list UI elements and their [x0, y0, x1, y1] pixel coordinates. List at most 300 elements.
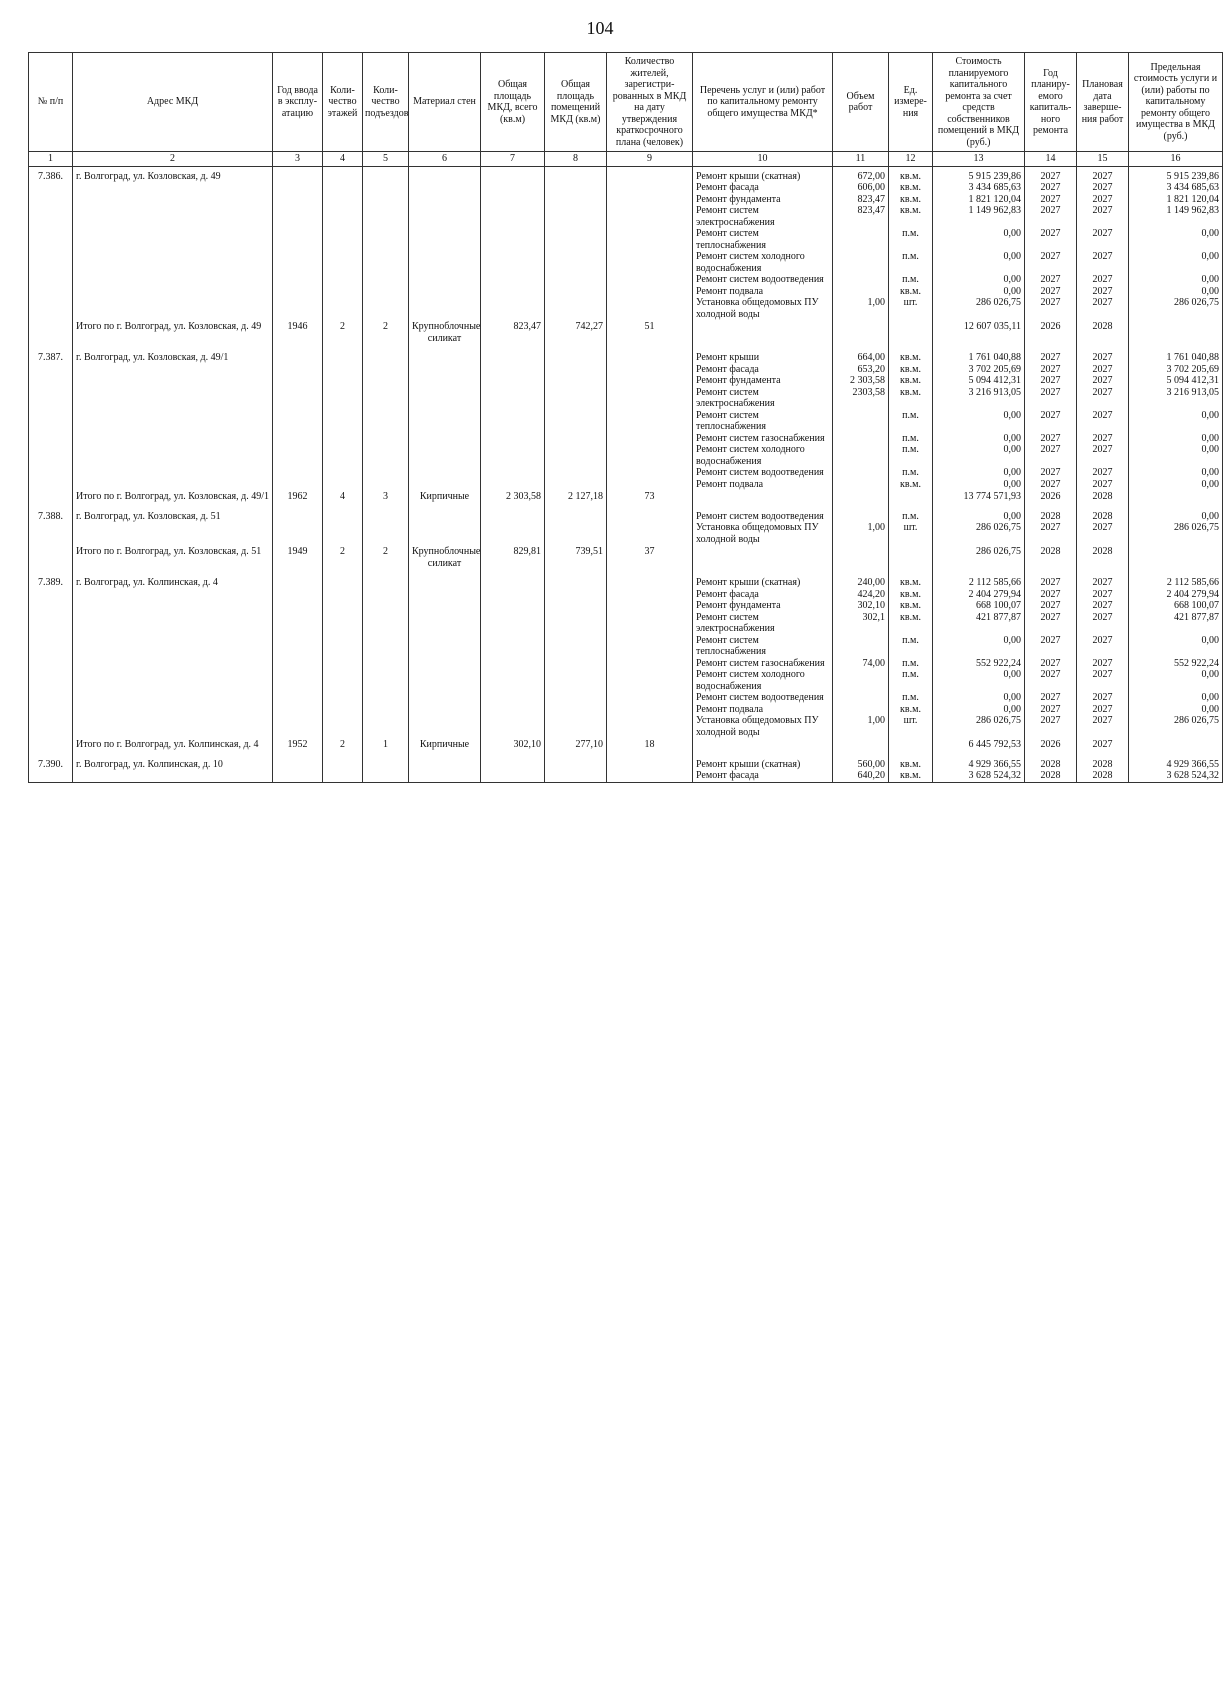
cost-limit-cell — [1129, 320, 1223, 348]
table-row — [29, 770, 1223, 782]
cost-limit-cell — [1129, 738, 1223, 755]
wall-material-cell — [409, 182, 481, 194]
planned-year-cell: 2027 — [1025, 692, 1077, 704]
completion-date-cell: 2027 — [1077, 635, 1129, 658]
planned-cost-cell: 0,00 — [933, 479, 1025, 491]
entrances-cell — [363, 375, 409, 387]
unit-cell: кв.м. — [889, 364, 933, 376]
address-cell — [73, 251, 273, 274]
address-cell — [73, 612, 273, 635]
total-area-cell — [481, 433, 545, 445]
row-number-cell — [29, 387, 73, 410]
residents-cell — [607, 522, 693, 545]
planned-cost-cell: 286 026,75 — [933, 715, 1025, 738]
premises-area-cell — [545, 387, 607, 410]
cost-limit-cell: 0,00 — [1129, 635, 1223, 658]
address-cell: г. Волгоград, ул. Козловская, д. 49 — [73, 166, 273, 182]
floors-cell — [323, 182, 363, 194]
entrances-cell — [363, 755, 409, 771]
work-item-cell: Ремонт крыши — [693, 348, 833, 364]
completion-date-cell: 2027 — [1077, 433, 1129, 445]
planned-cost-cell: 5 094 412,31 — [933, 375, 1025, 387]
planned-year-cell: 2027 — [1025, 205, 1077, 228]
premises-area-cell: 2 127,18 — [545, 490, 607, 507]
work-item-cell — [693, 490, 833, 507]
commission-year-cell — [273, 433, 323, 445]
commission-year-cell — [273, 274, 323, 286]
work-volume-cell: 823,47 — [833, 194, 889, 206]
address-cell — [73, 297, 273, 320]
wall-material-cell — [409, 755, 481, 771]
planned-cost-cell: 1 821 120,04 — [933, 194, 1025, 206]
column-header: Предельная стоимость услуги и (или) работы по капитальному ремонту общего имущества в МКД (руб.) — [1129, 53, 1223, 152]
cost-limit-cell: 0,00 — [1129, 467, 1223, 479]
total-area-cell — [481, 573, 545, 589]
premises-area-cell — [545, 522, 607, 545]
work-item-cell: Установка общедомовых ПУ холодной воды — [693, 522, 833, 545]
row-number-cell — [29, 194, 73, 206]
column-number-row — [29, 152, 1223, 167]
floors-cell — [323, 692, 363, 704]
premises-area-cell — [545, 507, 607, 523]
column-header: Стоимость планируемого капитального ремонта за счет средств собственников помещений в МКД (руб.) — [933, 53, 1025, 152]
wall-material-cell — [409, 704, 481, 716]
table-row — [29, 387, 1223, 410]
row-number-cell — [29, 444, 73, 467]
address-cell — [73, 375, 273, 387]
completion-date-cell: 2027 — [1077, 658, 1129, 670]
work-volume-cell — [833, 479, 889, 491]
commission-year-cell — [273, 573, 323, 589]
planned-year-cell: 2028 — [1025, 545, 1077, 573]
wall-material-cell — [409, 467, 481, 479]
entrances-cell — [363, 182, 409, 194]
wall-material-cell — [409, 205, 481, 228]
total-area-cell — [481, 704, 545, 716]
completion-date-cell: 2027 — [1077, 194, 1129, 206]
table-row — [29, 433, 1223, 445]
cost-limit-cell: 0,00 — [1129, 433, 1223, 445]
wall-material-cell: Крупноблочные силикат — [409, 320, 481, 348]
total-area-cell — [481, 297, 545, 320]
floors-cell — [323, 228, 363, 251]
table-row — [29, 182, 1223, 194]
premises-area-cell — [545, 228, 607, 251]
entrances-cell — [363, 297, 409, 320]
column-header-row — [29, 53, 1223, 152]
total-row — [29, 738, 1223, 755]
entrances-cell — [363, 589, 409, 601]
page-number: 104 — [586, 18, 614, 38]
work-item-cell: Ремонт систем теплоснабжения — [693, 635, 833, 658]
planned-cost-cell: 0,00 — [933, 286, 1025, 298]
total-area-cell — [481, 770, 545, 782]
completion-date-cell: 2027 — [1077, 704, 1129, 716]
address-cell — [73, 274, 273, 286]
premises-area-cell — [545, 205, 607, 228]
column-number: 15 — [1077, 152, 1129, 167]
floors-cell — [323, 704, 363, 716]
commission-year-cell — [273, 755, 323, 771]
column-header: Коли-чество этажей — [323, 53, 363, 152]
floors-cell — [323, 635, 363, 658]
planned-cost-cell: 0,00 — [933, 635, 1025, 658]
row-number-cell — [29, 715, 73, 738]
floors-cell: 2 — [323, 738, 363, 755]
planned-year-cell: 2027 — [1025, 251, 1077, 274]
planned-year-cell: 2027 — [1025, 479, 1077, 491]
work-volume-cell — [833, 507, 889, 523]
planned-cost-cell: 0,00 — [933, 507, 1025, 523]
table-row — [29, 444, 1223, 467]
work-volume-cell — [833, 692, 889, 704]
work-volume-cell: 640,20 — [833, 770, 889, 782]
commission-year-cell — [273, 194, 323, 206]
floors-cell — [323, 194, 363, 206]
floors-cell — [323, 658, 363, 670]
total-area-cell — [481, 658, 545, 670]
entrances-cell — [363, 286, 409, 298]
floors-cell — [323, 669, 363, 692]
row-number-cell — [29, 320, 73, 348]
work-volume-cell: 823,47 — [833, 205, 889, 228]
entrances-cell — [363, 507, 409, 523]
completion-date-cell: 2027 — [1077, 600, 1129, 612]
total-row — [29, 545, 1223, 573]
table-row — [29, 348, 1223, 364]
total-area-cell — [481, 612, 545, 635]
column-header: Материал стен — [409, 53, 481, 152]
floors-cell — [323, 507, 363, 523]
planned-cost-cell: 0,00 — [933, 444, 1025, 467]
unit-cell: кв.м. — [889, 182, 933, 194]
work-volume-cell — [833, 704, 889, 716]
planned-cost-cell: 0,00 — [933, 704, 1025, 716]
cost-limit-cell: 0,00 — [1129, 228, 1223, 251]
address-cell — [73, 433, 273, 445]
planned-year-cell: 2027 — [1025, 194, 1077, 206]
address-cell: г. Волгоград, ул. Колпинская, д. 4 — [73, 573, 273, 589]
table-row — [29, 658, 1223, 670]
work-item-cell: Ремонт систем электроснабжения — [693, 387, 833, 410]
table-row — [29, 166, 1223, 182]
work-volume-cell: 1,00 — [833, 297, 889, 320]
entrances-cell — [363, 658, 409, 670]
residents-cell — [607, 715, 693, 738]
commission-year-cell — [273, 467, 323, 479]
premises-area-cell — [545, 612, 607, 635]
address-cell: Итого по г. Волгоград, ул. Козловская, д. 49/1 — [73, 490, 273, 507]
work-volume-cell: 2303,58 — [833, 387, 889, 410]
unit-cell: п.м. — [889, 467, 933, 479]
entrances-cell — [363, 364, 409, 376]
work-item-cell: Ремонт систем теплоснабжения — [693, 228, 833, 251]
address-cell — [73, 770, 273, 782]
planned-year-cell: 2027 — [1025, 286, 1077, 298]
total-area-cell — [481, 522, 545, 545]
table-row — [29, 612, 1223, 635]
address-cell — [73, 635, 273, 658]
work-item-cell — [693, 738, 833, 755]
total-area-cell — [481, 286, 545, 298]
total-area-cell — [481, 692, 545, 704]
commission-year-cell — [273, 507, 323, 523]
unit-cell: кв.м. — [889, 387, 933, 410]
premises-area-cell — [545, 573, 607, 589]
entrances-cell: 1 — [363, 738, 409, 755]
work-volume-cell — [833, 738, 889, 755]
column-number: 16 — [1129, 152, 1223, 167]
column-header: Год ввода в эксплу-атацию — [273, 53, 323, 152]
address-cell — [73, 228, 273, 251]
row-number-cell — [29, 635, 73, 658]
commission-year-cell — [273, 479, 323, 491]
table-row — [29, 692, 1223, 704]
floors-cell — [323, 410, 363, 433]
unit-cell: п.м. — [889, 669, 933, 692]
work-item-cell — [693, 320, 833, 348]
planned-cost-cell: 0,00 — [933, 467, 1025, 479]
unit-cell: п.м. — [889, 410, 933, 433]
planned-year-cell: 2027 — [1025, 704, 1077, 716]
wall-material-cell: Кирпичные — [409, 738, 481, 755]
planned-cost-cell: 421 877,87 — [933, 612, 1025, 635]
planned-year-cell: 2027 — [1025, 600, 1077, 612]
commission-year-cell — [273, 251, 323, 274]
cost-limit-cell: 2 404 279,94 — [1129, 589, 1223, 601]
work-item-cell: Ремонт подвала — [693, 704, 833, 716]
column-header: № п/п — [29, 53, 73, 152]
unit-cell: кв.м. — [889, 704, 933, 716]
premises-area-cell — [545, 348, 607, 364]
planned-cost-cell: 6 445 792,53 — [933, 738, 1025, 755]
address-cell: Итого по г. Волгоград, ул. Козловская, д. 51 — [73, 545, 273, 573]
residents-cell — [607, 286, 693, 298]
residents-cell — [607, 410, 693, 433]
row-number-cell: 7.386. — [29, 166, 73, 182]
residents-cell — [607, 692, 693, 704]
wall-material-cell — [409, 274, 481, 286]
floors-cell — [323, 612, 363, 635]
commission-year-cell — [273, 364, 323, 376]
premises-area-cell — [545, 274, 607, 286]
premises-area-cell — [545, 704, 607, 716]
planned-year-cell: 2027 — [1025, 444, 1077, 467]
planned-cost-cell: 12 607 035,11 — [933, 320, 1025, 348]
entrances-cell — [363, 635, 409, 658]
residents-cell — [607, 228, 693, 251]
commission-year-cell — [273, 297, 323, 320]
row-number-cell — [29, 286, 73, 298]
commission-year-cell — [273, 166, 323, 182]
table-row — [29, 479, 1223, 491]
wall-material-cell — [409, 479, 481, 491]
residents-cell — [607, 297, 693, 320]
premises-area-cell — [545, 589, 607, 601]
wall-material-cell — [409, 612, 481, 635]
floors-cell — [323, 348, 363, 364]
cost-limit-cell: 286 026,75 — [1129, 522, 1223, 545]
address-cell — [73, 387, 273, 410]
column-number: 11 — [833, 152, 889, 167]
work-volume-cell: 302,10 — [833, 600, 889, 612]
floors-cell — [323, 205, 363, 228]
column-header: Перечень услуг и (или) работ по капитальному ремонту общего имущества МКД* — [693, 53, 833, 152]
commission-year-cell — [273, 669, 323, 692]
entrances-cell — [363, 715, 409, 738]
total-area-cell — [481, 635, 545, 658]
residents-cell — [607, 205, 693, 228]
premises-area-cell — [545, 251, 607, 274]
total-area-cell: 302,10 — [481, 738, 545, 755]
planned-year-cell: 2027 — [1025, 635, 1077, 658]
planned-cost-cell: 286 026,75 — [933, 545, 1025, 573]
column-number: 5 — [363, 152, 409, 167]
cost-limit-cell: 3 702 205,69 — [1129, 364, 1223, 376]
unit-cell: п.м. — [889, 507, 933, 523]
cost-limit-cell: 0,00 — [1129, 704, 1223, 716]
premises-area-cell — [545, 410, 607, 433]
column-number: 8 — [545, 152, 607, 167]
address-cell: г. Волгоград, ул. Колпинская, д. 10 — [73, 755, 273, 771]
wall-material-cell — [409, 166, 481, 182]
work-item-cell: Ремонт крыши (скатная) — [693, 166, 833, 182]
unit-cell: кв.м. — [889, 589, 933, 601]
premises-area-cell — [545, 658, 607, 670]
row-number-cell — [29, 433, 73, 445]
cost-limit-cell: 286 026,75 — [1129, 297, 1223, 320]
unit-cell: п.м. — [889, 433, 933, 445]
residents-cell — [607, 755, 693, 771]
floors-cell — [323, 770, 363, 782]
wall-material-cell — [409, 228, 481, 251]
floors-cell — [323, 600, 363, 612]
premises-area-cell — [545, 467, 607, 479]
entrances-cell — [363, 522, 409, 545]
planned-cost-cell: 0,00 — [933, 274, 1025, 286]
premises-area-cell — [545, 433, 607, 445]
wall-material-cell — [409, 658, 481, 670]
planned-year-cell: 2027 — [1025, 410, 1077, 433]
row-number-cell — [29, 467, 73, 479]
row-number-cell — [29, 738, 73, 755]
address-cell — [73, 410, 273, 433]
row-number-cell — [29, 658, 73, 670]
address-cell — [73, 600, 273, 612]
work-volume-cell: 302,1 — [833, 612, 889, 635]
wall-material-cell — [409, 522, 481, 545]
entrances-cell — [363, 612, 409, 635]
planned-year-cell: 2028 — [1025, 507, 1077, 523]
completion-date-cell: 2028 — [1077, 507, 1129, 523]
completion-date-cell: 2027 — [1077, 669, 1129, 692]
cost-limit-cell — [1129, 545, 1223, 573]
wall-material-cell — [409, 286, 481, 298]
table-row — [29, 364, 1223, 376]
floors-cell — [323, 589, 363, 601]
row-number-cell — [29, 182, 73, 194]
unit-cell: кв.м. — [889, 770, 933, 782]
wall-material-cell — [409, 387, 481, 410]
total-area-cell — [481, 274, 545, 286]
total-area-cell — [481, 348, 545, 364]
work-item-cell: Ремонт подвала — [693, 479, 833, 491]
unit-cell: шт. — [889, 297, 933, 320]
planned-cost-cell: 4 929 366,55 — [933, 755, 1025, 771]
wall-material-cell — [409, 589, 481, 601]
completion-date-cell: 2027 — [1077, 205, 1129, 228]
planned-cost-cell: 5 915 239,86 — [933, 166, 1025, 182]
premises-area-cell — [545, 182, 607, 194]
work-item-cell: Ремонт фасада — [693, 770, 833, 782]
planned-year-cell: 2027 — [1025, 364, 1077, 376]
cost-limit-cell: 286 026,75 — [1129, 715, 1223, 738]
planned-year-cell: 2027 — [1025, 387, 1077, 410]
work-volume-cell — [833, 490, 889, 507]
planned-cost-cell: 0,00 — [933, 433, 1025, 445]
completion-date-cell: 2027 — [1077, 612, 1129, 635]
completion-date-cell: 2027 — [1077, 166, 1129, 182]
column-header: Количество жителей, зарегистри-рованных в МКД на дату утверждения краткосрочного плана (человек) — [607, 53, 693, 152]
row-number-cell — [29, 600, 73, 612]
cost-limit-cell: 1 761 040,88 — [1129, 348, 1223, 364]
address-cell — [73, 669, 273, 692]
planned-cost-cell: 3 216 913,05 — [933, 387, 1025, 410]
table-row — [29, 410, 1223, 433]
planned-cost-cell: 0,00 — [933, 692, 1025, 704]
work-item-cell: Установка общедомовых ПУ холодной воды — [693, 297, 833, 320]
row-number-cell: 7.387. — [29, 348, 73, 364]
total-area-cell — [481, 479, 545, 491]
floors-cell: 4 — [323, 490, 363, 507]
floors-cell — [323, 433, 363, 445]
work-volume-cell — [833, 444, 889, 467]
premises-area-cell — [545, 194, 607, 206]
commission-year-cell — [273, 635, 323, 658]
planned-year-cell: 2027 — [1025, 375, 1077, 387]
work-item-cell: Ремонт фасада — [693, 589, 833, 601]
row-number-cell: 7.389. — [29, 573, 73, 589]
work-volume-cell — [833, 320, 889, 348]
work-volume-cell: 424,20 — [833, 589, 889, 601]
entrances-cell — [363, 444, 409, 467]
work-item-cell: Ремонт фасада — [693, 364, 833, 376]
unit-cell: кв.м. — [889, 375, 933, 387]
work-volume-cell: 606,00 — [833, 182, 889, 194]
planned-year-cell: 2027 — [1025, 612, 1077, 635]
column-header: Объем работ — [833, 53, 889, 152]
premises-area-cell — [545, 286, 607, 298]
planned-cost-cell: 13 774 571,93 — [933, 490, 1025, 507]
wall-material-cell — [409, 194, 481, 206]
cost-limit-cell: 1 149 962,83 — [1129, 205, 1223, 228]
address-cell — [73, 467, 273, 479]
planned-cost-cell: 0,00 — [933, 251, 1025, 274]
entrances-cell — [363, 228, 409, 251]
wall-material-cell — [409, 600, 481, 612]
planned-cost-cell: 1 149 962,83 — [933, 205, 1025, 228]
commission-year-cell: 1952 — [273, 738, 323, 755]
address-cell — [73, 205, 273, 228]
floors-cell — [323, 297, 363, 320]
cost-limit-cell: 3 434 685,63 — [1129, 182, 1223, 194]
total-area-cell — [481, 194, 545, 206]
work-item-cell: Ремонт крыши (скатная) — [693, 755, 833, 771]
residents-cell — [607, 387, 693, 410]
entrances-cell: 2 — [363, 320, 409, 348]
residents-cell: 51 — [607, 320, 693, 348]
entrances-cell: 3 — [363, 490, 409, 507]
